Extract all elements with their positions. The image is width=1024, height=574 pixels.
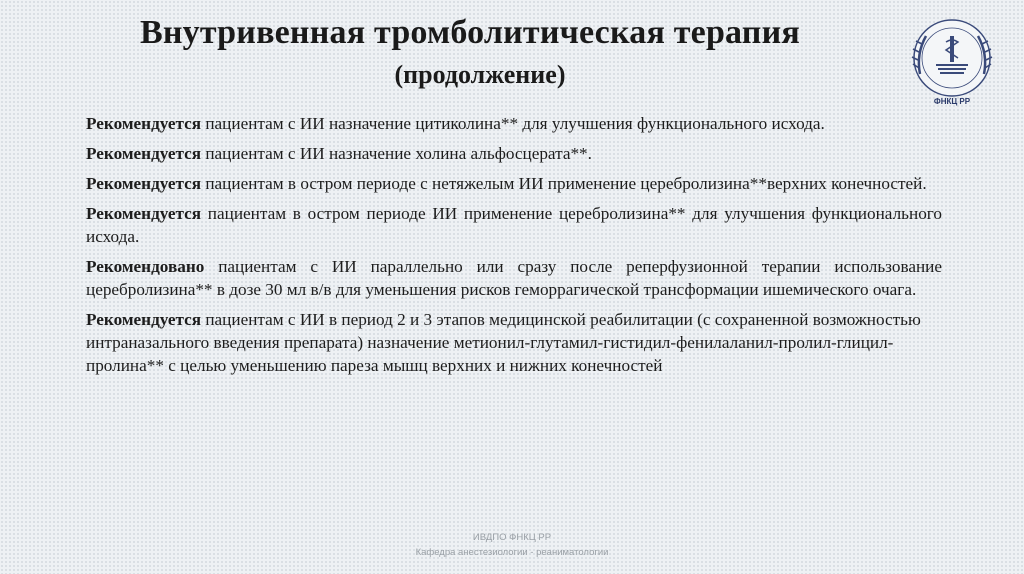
paragraph-4 bbox=[86, 202, 942, 248]
footer-organization: ИВДПО ФНКЦ РР bbox=[472, 532, 552, 543]
paragraph-lead: Рекомендуется bbox=[86, 144, 202, 163]
paragraph-text: пациентам в остром периоде ИИ применение церебролизина** для улучшения функционального исхода. bbox=[86, 204, 942, 246]
footer-department: Кафедра анестезиологии - реаниматологии bbox=[415, 547, 609, 558]
paragraph-5 bbox=[86, 255, 942, 301]
paragraph-2 bbox=[86, 142, 942, 165]
paragraph-6 bbox=[86, 308, 942, 377]
paragraph-text: пациентам с ИИ назначение холина альфосцерата**. bbox=[201, 144, 592, 163]
paragraph-text: пациентам с ИИ параллельно или сразу после реперфузионной терапии использование церебролизина** в дозе 30 мл в/в для уменьшения рисков геморрагической трансформации ишемического очага. bbox=[86, 257, 942, 299]
paragraph-lead: Рекомендовано bbox=[86, 257, 205, 276]
paragraph-lead: Рекомендуется bbox=[86, 114, 202, 133]
page-subtitle: (продолжение) bbox=[394, 60, 566, 89]
recommendations-list bbox=[86, 112, 942, 384]
logo-text: ФНКЦ РР bbox=[933, 97, 971, 106]
paragraph-lead: Рекомендуется bbox=[86, 174, 202, 193]
paragraph-text: пациентам с ИИ в период 2 и 3 этапов медицинской реабилитации (с сохраненной возможностью интраназального введения препарата) назначение метионил-глутамил-гистидил-фенилаланил-пролил-глицил-пролина** с целью уменьшению пареза мышц верхних и нижних конечностей bbox=[86, 310, 921, 375]
paragraph-lead: Рекомендуется bbox=[86, 310, 202, 329]
paragraph-3 bbox=[86, 172, 942, 195]
paragraph-lead: Рекомендуется bbox=[86, 204, 202, 223]
paragraph-text: пациентам в остром периоде с нетяжелым ИИ применение церебролизина**верхних конечностей. bbox=[201, 174, 927, 193]
page-title: Внутривенная тромболитическая терапия bbox=[140, 14, 800, 51]
paragraph-1 bbox=[86, 112, 942, 135]
institution-logo bbox=[902, 14, 1002, 110]
paragraph-text: пациентам с ИИ назначение цитиколина** для улучшения функционального исхода. bbox=[201, 114, 825, 133]
